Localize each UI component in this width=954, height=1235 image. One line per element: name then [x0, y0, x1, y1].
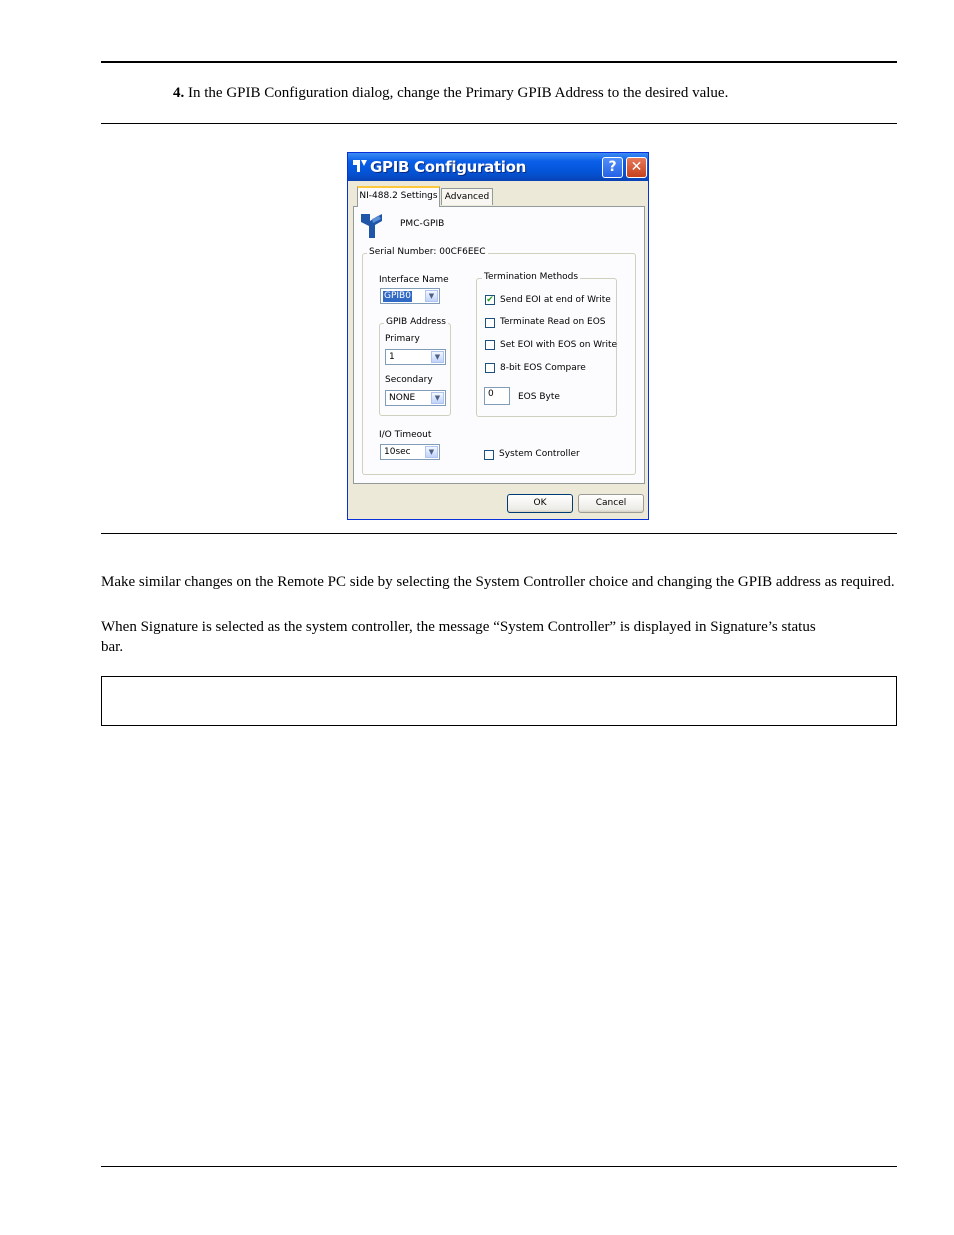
- device-name: PMC-GPIB: [400, 219, 445, 229]
- chevron-down-icon[interactable]: ▼: [431, 392, 444, 404]
- eight-bit-eos-checkbox[interactable]: [485, 363, 495, 373]
- termination-methods-group: [476, 272, 618, 417]
- help-button[interactable]: ?: [602, 157, 623, 178]
- secondary-address-select[interactable]: [385, 390, 446, 406]
- send-eoi-checkbox[interactable]: ✔: [486, 295, 494, 305]
- paragraph-system-controller: When Signature is selected as the system controller, the message “System Controller” is displayed in Signature’s status bar.: [101, 619, 816, 655]
- secondary-label: Secondary: [385, 375, 433, 385]
- chevron-down-icon[interactable]: ▼: [425, 446, 438, 458]
- system-controller-checkbox[interactable]: [484, 450, 494, 460]
- serial-number-label: Serial Number: 00CF6EEC: [369, 247, 486, 257]
- paragraph-remote-pc: Make similar changes on the Remote PC side by selecting the System Controller choice and changing the GPIB address as required.: [101, 574, 895, 590]
- terminate-read-eos-checkbox[interactable]: [485, 318, 495, 328]
- dialog-title: GPIB Configuration: [370, 158, 527, 176]
- primary-label: Primary: [385, 334, 420, 344]
- note-box: [101, 676, 897, 726]
- io-timeout-value: 10sec: [384, 447, 411, 457]
- set-eoi-eos-label: Set EOI with EOS on Write: [500, 340, 618, 350]
- figure-bottom-rule: [101, 533, 897, 534]
- interface-name-select[interactable]: [380, 288, 440, 304]
- send-eoi-label: Send EOI at end of Write: [500, 295, 611, 305]
- step-number: 4.: [173, 85, 185, 101]
- ni-app-icon: [352, 158, 368, 174]
- tab-panel: [353, 206, 645, 484]
- secondary-address-value: NONE: [389, 393, 416, 403]
- set-eoi-eos-checkbox[interactable]: [485, 340, 495, 350]
- tab-advanced[interactable]: Advanced: [441, 188, 493, 205]
- eos-byte-input[interactable]: 0: [484, 387, 510, 405]
- eos-byte-label: EOS Byte: [518, 392, 560, 402]
- termination-methods-label: Termination Methods: [484, 272, 579, 282]
- figure-top-rule: [101, 123, 897, 124]
- eight-bit-eos-label: 8-bit EOS Compare: [500, 363, 586, 373]
- title-bar: [348, 153, 648, 181]
- terminate-read-eos-label: Terminate Read on EOS: [500, 317, 606, 327]
- gpib-configuration-dialog: [347, 152, 649, 520]
- io-timeout-label: I/O Timeout: [379, 430, 432, 440]
- interface-name-value: GPIB0: [384, 291, 411, 301]
- cancel-button[interactable]: Cancel: [578, 494, 644, 513]
- ok-button[interactable]: OK: [507, 494, 573, 513]
- gpib-address-label: GPIB Address: [386, 317, 446, 327]
- primary-address-value: 1: [389, 352, 395, 362]
- gpib-address-group: [379, 317, 451, 416]
- tab-ni-488-settings[interactable]: NI-488.2 Settings: [357, 186, 440, 207]
- top-rule: [101, 61, 897, 63]
- step-text: In the GPIB Configuration dialog, change the Primary GPIB Address to the desired value.: [184, 85, 729, 101]
- io-timeout-select[interactable]: [380, 444, 440, 460]
- bottom-rule: [101, 1166, 897, 1167]
- serial-number-group: [362, 247, 636, 475]
- chevron-down-icon[interactable]: ▼: [431, 351, 444, 363]
- chevron-down-icon[interactable]: ▼: [425, 290, 438, 302]
- system-controller-label: System Controller: [499, 449, 580, 459]
- step-4-instruction: [173, 85, 728, 102]
- close-button[interactable]: ✕: [626, 157, 647, 178]
- ni-logo-icon: [360, 213, 384, 242]
- interface-name-label: Interface Name: [379, 275, 449, 285]
- primary-address-select[interactable]: [385, 349, 446, 365]
